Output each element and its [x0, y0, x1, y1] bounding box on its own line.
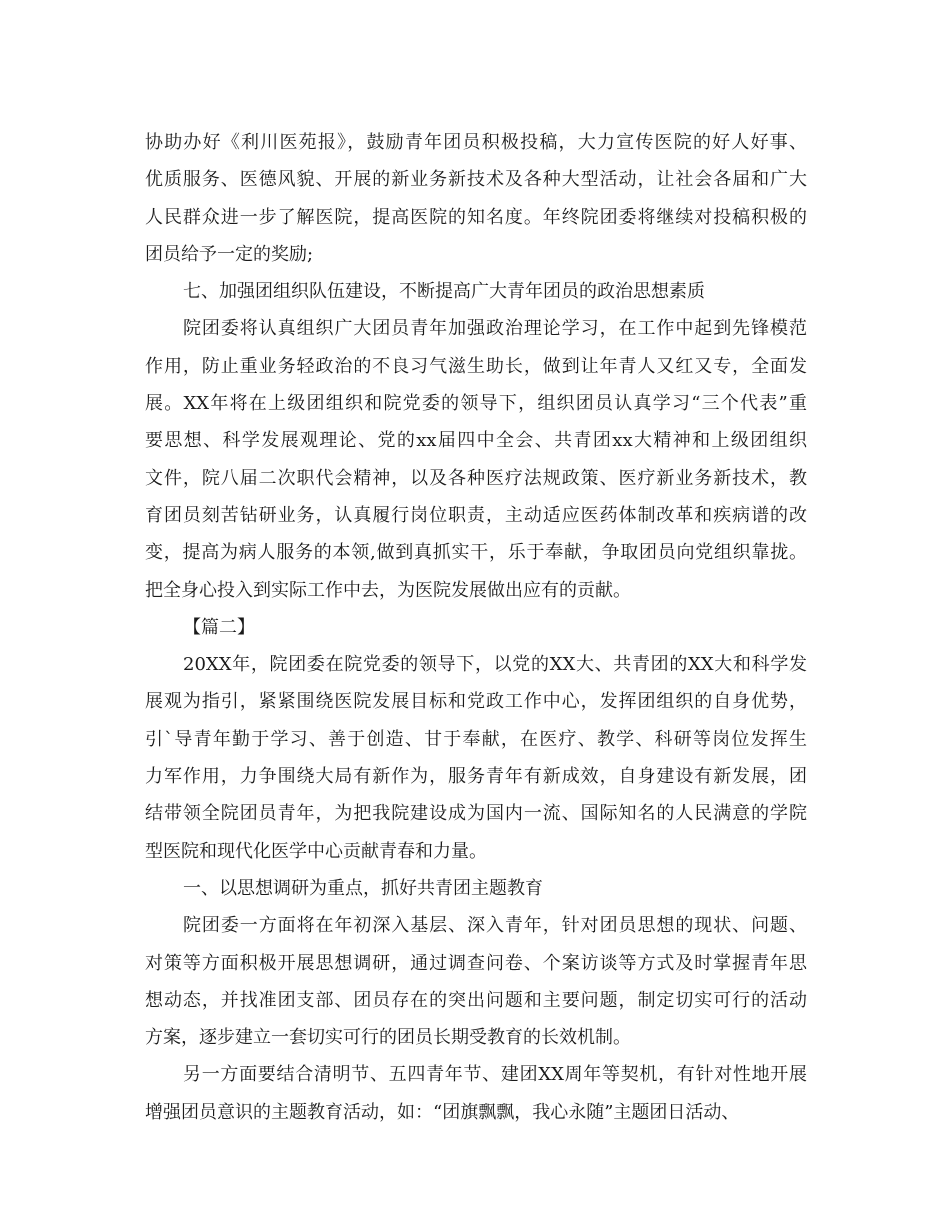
text-line: 想动态，并找准团支部、团员存在的突出问题和主要问题，制定切实可行的活动 [145, 989, 807, 1011]
text-line: 院团委一方面将在年初深入基层、深入青年，针对团员思想的现状、问题、 [183, 915, 807, 937]
text-line: 文件，院八届二次职代会精神，以及各种医疗法规政策、医疗新业务新技术，教 [145, 467, 807, 489]
text-line: 对策等方面积极开展思想调研，通过调查问卷、个案访谈等方式及时掌握青年思 [145, 952, 807, 974]
text-line: 另一方面要结合清明节、五四青年节、建团XX周年等契机，有针对性地开展 [183, 1064, 807, 1086]
body-text [145, 124, 807, 1131]
text-line: 人民群众进一步了解医院，提高医院的知名度。年终院团委将继续对投稿积极的 [145, 206, 807, 228]
text-line: 一、以思想调研为重点，抓好共青团主题教育 [183, 877, 543, 899]
text-line: 型医院和现代化医学中心贡献青春和力量。 [145, 840, 487, 862]
text-line: 方案，逐步建立一套切实可行的团员长期受教育的长效机制。 [145, 1027, 631, 1049]
text-line: 作用，防止重业务轻政治的不良习气滋生助长，做到让年青人又红又专，全面发 [145, 355, 807, 377]
text-line: 要思想、科学发展观理论、党的xx届四中全会、共青团xx大精神和上级团组织 [145, 430, 807, 452]
text-line: 团员给予一定的奖励; [145, 243, 314, 265]
text-line: 育团员刻苦钻研业务，认真履行岗位职责，主动适应医药体制改革和疾病谱的改 [145, 504, 807, 526]
text-line: 协助办好《利川医苑报》，鼓励青年团员积极投稿，大力宣传医院的好人好事、 [145, 132, 807, 153]
text-line: 把全身心投入到实际工作中去，为医院发展做出应有的贡献。 [145, 579, 631, 601]
text-line: 展观为指引，紧紧围绕医院发展目标和党政工作中心，发挥团组织的自身优势， [145, 691, 807, 713]
text-line: 20XX年，院团委在院党委的领导下，以党的XX大、共青团的XX大和科学发 [183, 654, 807, 676]
text-line: 【篇二】 [183, 616, 255, 638]
text-line: 力军作用，力争围绕大局有新作为，服务青年有新成效，自身建设有新发展，团 [145, 766, 807, 788]
text-line: 增强团员意识的主题教育活动，如：“团旗飘飘，我心永随”主题团日活动、 [145, 1101, 740, 1123]
text-line: 展。XX年将在上级团组织和院党委的领导下，组织团员认真学习“三个代表”重 [145, 393, 807, 415]
text-line: 变，提高为病人服务的本领,做到真抓实干，乐于奉献，争取团员向党组织靠拢。 [145, 542, 807, 564]
text-line: 结带领全院团员青年，为把我院建设成为国内一流、国际知名的人民满意的学院 [145, 803, 807, 825]
text-line: 引`导青年勤于学习、善于创造、甘于奉献，在医疗、教学、科研等岗位发挥生 [145, 728, 807, 750]
text-line: 七、加强团组织队伍建设，不断提高广大青年团员的政治思想素质 [183, 281, 705, 303]
text-line: 院团委将认真组织广大团员青年加强政治理论学习，在工作中起到先锋模范 [183, 318, 807, 340]
text-line: 优质服务、医德风貌、开展的新业务新技术及各种大型活动，让社会各届和广大 [145, 169, 807, 191]
